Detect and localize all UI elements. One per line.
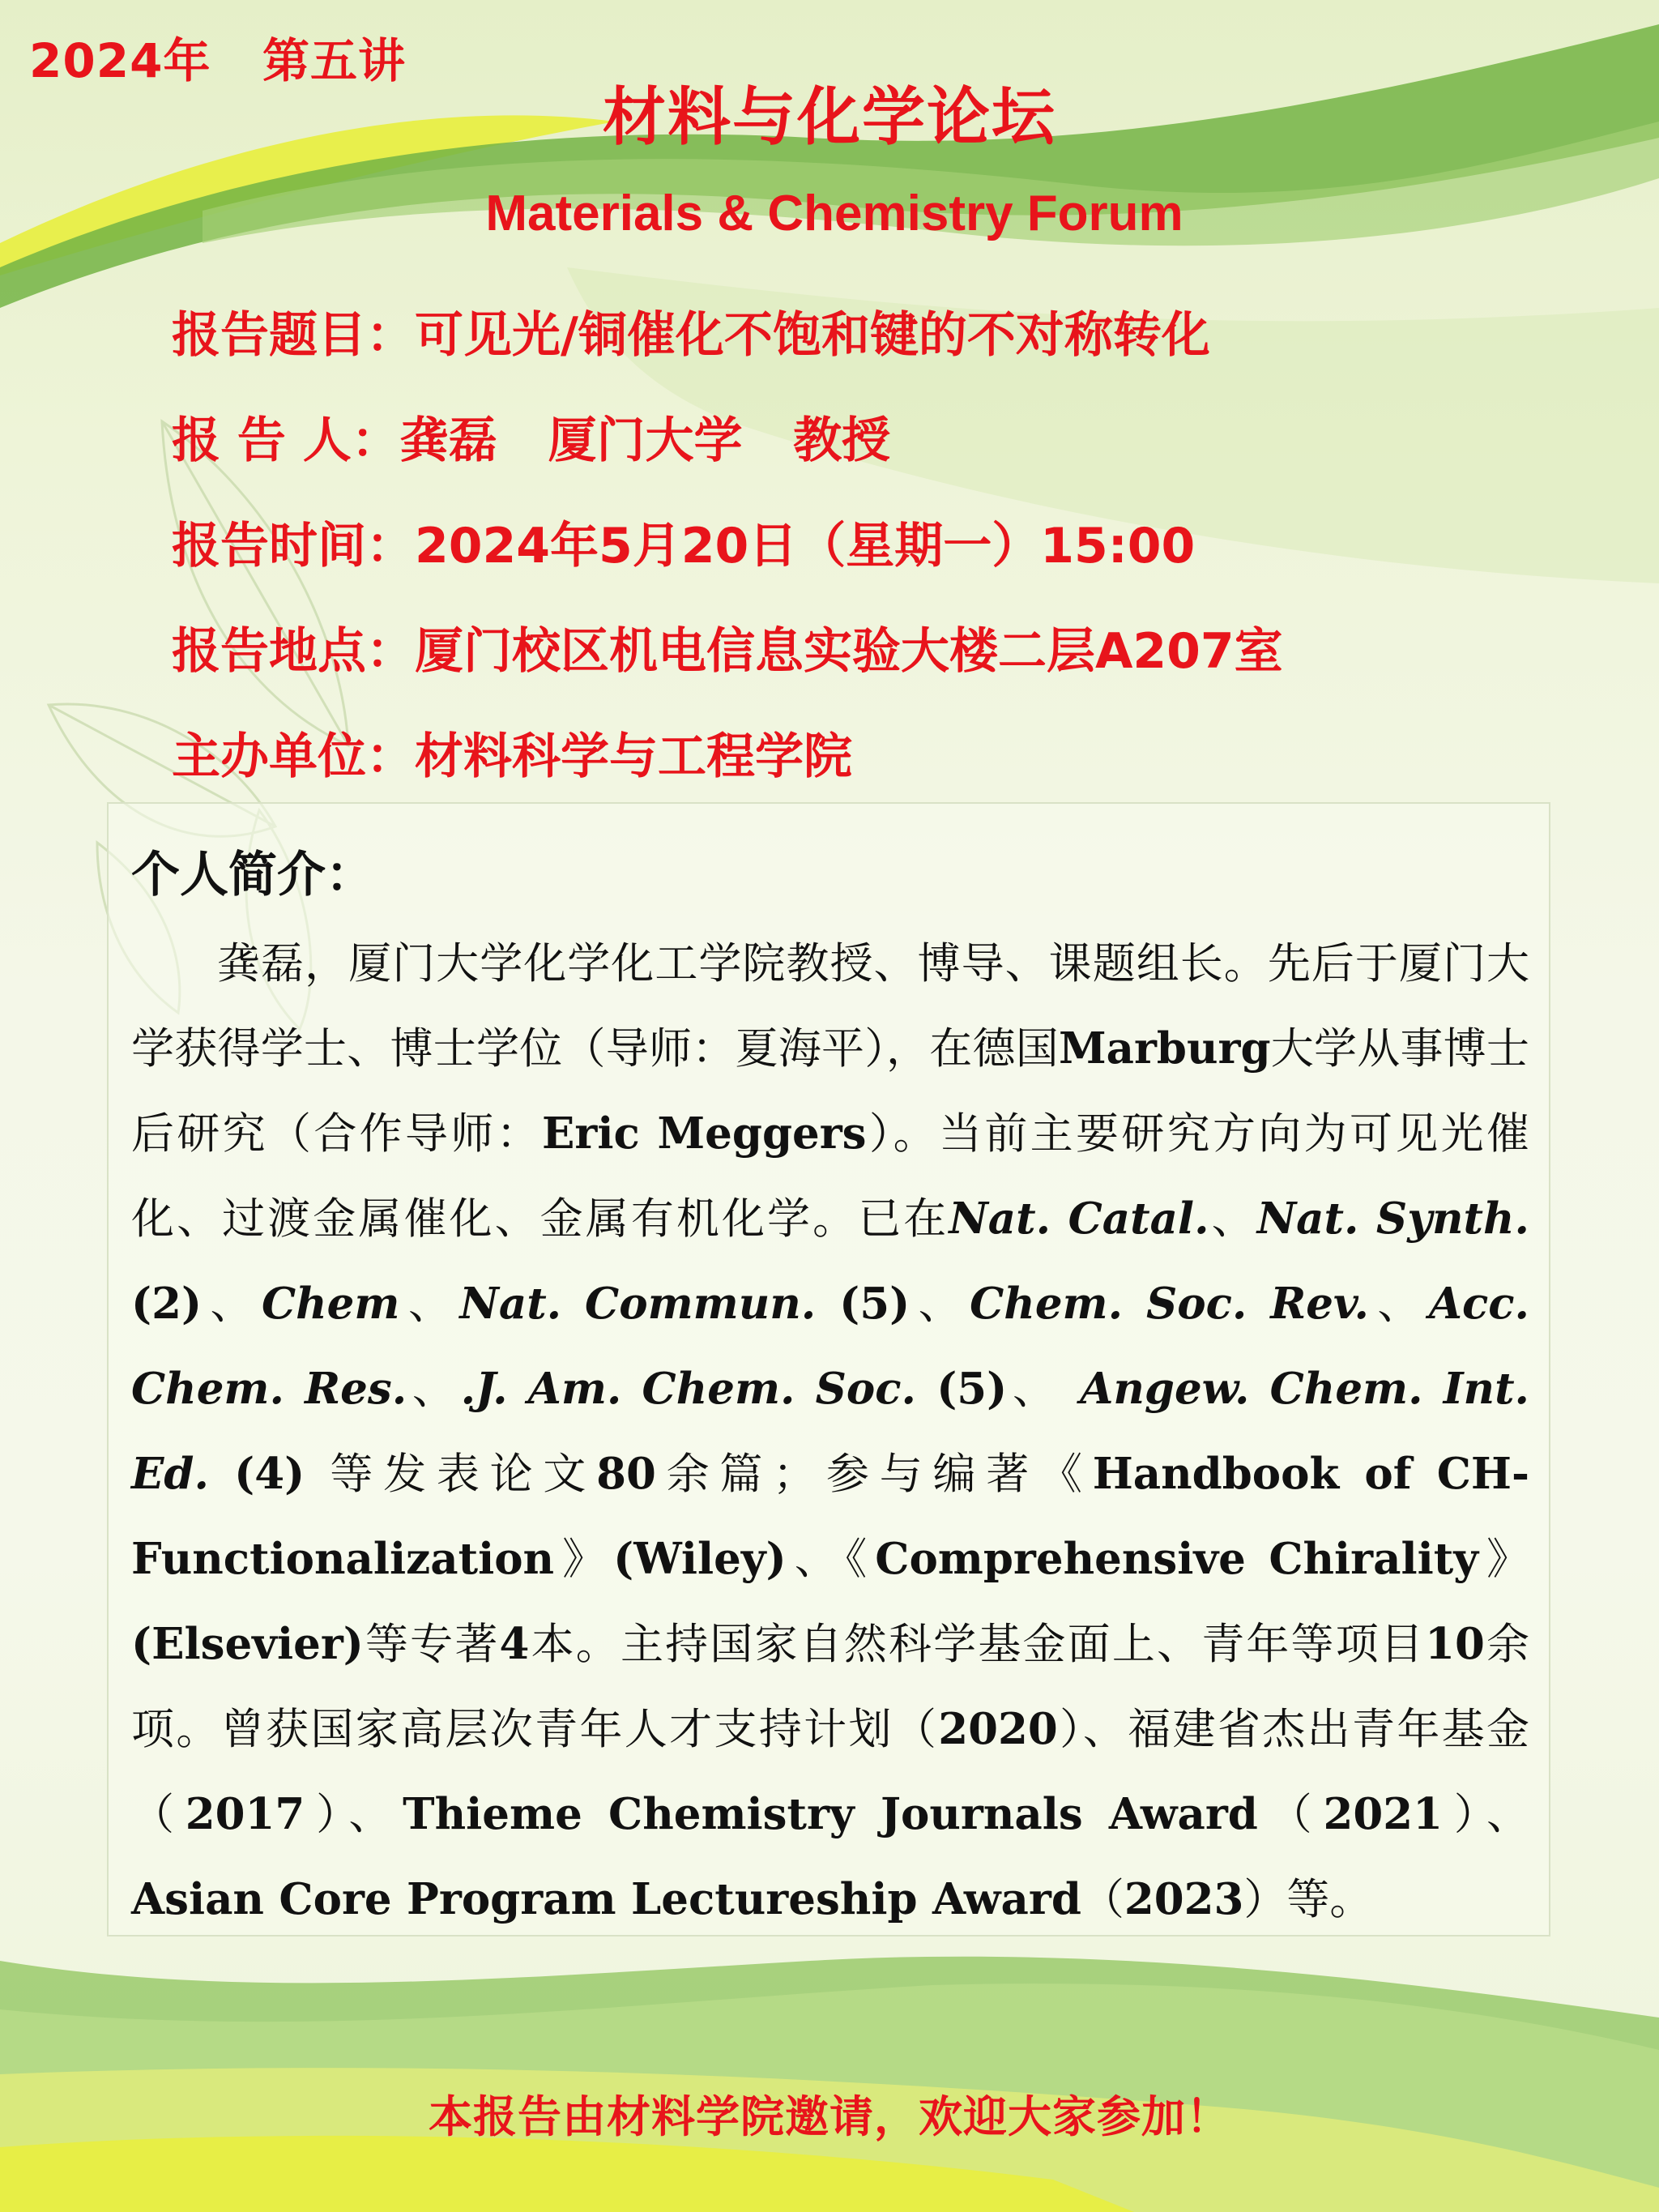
intro-text-segment: Comprehensive Chirality <box>875 1534 1478 1584</box>
info-label: 报告题目： <box>172 307 415 364</box>
intro-text-segment: Asian Core Program Lectureship Award <box>131 1874 1081 1924</box>
intro-text-segment: Marburg <box>1059 1023 1271 1074</box>
info-value: 龚磊 厦门大学 教授 <box>399 412 891 469</box>
intro-text-segment: Nat. Catal. <box>949 1194 1209 1244</box>
intro-text-segment: (Wiley) <box>613 1534 787 1584</box>
intro-text-segment: 2021 <box>1323 1789 1443 1839</box>
intro-text-segment: Eric Meggers <box>542 1108 867 1159</box>
intro-text-segment: 、 <box>399 1279 460 1329</box>
intro-text-segment: 、 <box>910 1279 970 1329</box>
intro-text-segment: Nat. Synth. <box>1256 1194 1530 1244</box>
intro-text-segment: 等专著 <box>363 1620 500 1669</box>
intro-text-segment: 2023 <box>1124 1874 1244 1924</box>
intro-text-segment: 、 <box>1007 1364 1081 1414</box>
intro-text-segment: （ <box>1081 1875 1124 1924</box>
intro-text-segment: .J. Am. Chem. Soc. <box>460 1364 917 1414</box>
info-row-speaker <box>172 402 890 472</box>
intro-text-segment: 、《 <box>786 1535 876 1584</box>
intro-text-segment: Nat. Commun. <box>459 1279 817 1329</box>
intro-text-segment: 余篇；参与编著《 <box>655 1450 1093 1499</box>
intro-text-segment: 2020 <box>938 1704 1058 1754</box>
intro-text-segment: 、 <box>1209 1194 1257 1244</box>
footer-invitation: 本报告由材料学院邀请，欢迎大家参加！ <box>429 2091 1230 2142</box>
info-value: 厦门校区机电信息实验大楼二层A207室 <box>415 623 1283 680</box>
intro-text-segment: Acc. Chem. Res. <box>131 1279 1529 1414</box>
intro-text-segment: 等发表论文 <box>330 1450 597 1499</box>
intro-text-segment: (Elsevier) <box>131 1619 364 1669</box>
info-label: 报告时间： <box>172 518 415 574</box>
intro-text-segment: ）。当前主要研究方向为可见光催化、过渡金属催化、金属有机化学。已在 <box>131 1109 1529 1244</box>
intro-text-segment: 》 <box>554 1535 614 1584</box>
forum-title-cn: 材料与化学论坛 <box>602 81 1056 154</box>
intro-text-segment: Thieme Chemistry Journals Award <box>403 1789 1258 1839</box>
intro-body <box>131 922 1529 1942</box>
intro-text-segment: 大学从事博士后研究（合作导师： <box>131 1024 1530 1159</box>
intro-text-segment: 龚磊，厦门大学化学化工学院教授、博导、课题组长。先后于厦门大学获得学士、博士学位（导师：夏海平），在德国 <box>131 939 1529 1074</box>
intro-text-segment: 》 <box>1478 1535 1530 1584</box>
intro-text-segment: (5) <box>816 1279 911 1329</box>
info-label: 主办单位： <box>172 728 415 785</box>
info-label: 报告地点： <box>172 623 415 680</box>
intro-text-segment: Chem <box>261 1279 400 1329</box>
intro-text-segment: 4 <box>499 1619 530 1669</box>
intro-text-segment: 本。主持国家自然科学基金面上、青年等项目 <box>529 1620 1426 1669</box>
intro-text-segment: 、 <box>407 1364 461 1414</box>
intro-text-segment: ）、 <box>305 1790 403 1839</box>
series-label: 2024年 第五讲 <box>29 33 407 88</box>
intro-text-segment: （ <box>1257 1790 1324 1839</box>
intro-text-segment: ）等。 <box>1243 1875 1373 1924</box>
info-row-time <box>172 507 1195 577</box>
intro-text-segment: ）、 <box>1442 1790 1530 1839</box>
info-value: 可见光/铜催化不饱和键的不对称转化 <box>415 307 1210 364</box>
intro-text-segment: 10 <box>1425 1619 1485 1669</box>
info-label: 报 告 人： <box>172 412 400 469</box>
info-value: 材料科学与工程学院 <box>415 728 852 785</box>
intro-text-segment: 80 <box>596 1449 656 1499</box>
intro-text-segment: Angew. Chem. Int. Ed. <box>131 1364 1530 1499</box>
info-row-organizer <box>172 718 852 788</box>
info-row-venue <box>172 613 1283 682</box>
info-value: 2024年5月20日（星期一）15:00 <box>415 518 1196 574</box>
intro-text-segment: Chem. Soc. Rev. <box>970 1279 1369 1329</box>
intro-text-segment: 2017 <box>185 1789 305 1839</box>
intro-text-segment: Handbook of CH-Functionalization <box>131 1449 1530 1584</box>
intro-text-segment: (5) <box>916 1364 1008 1414</box>
intro-text-segment: (4) <box>208 1449 331 1499</box>
intro-text-segment: ）、福建省杰出青年基金（ <box>131 1705 1530 1839</box>
forum-title-en: Materials & Chemistry Forum <box>485 186 1183 241</box>
info-row-topic <box>172 297 1210 366</box>
intro-text-segment: 余项。曾获国家高层次青年人才支持计划（ <box>131 1620 1530 1754</box>
intro-heading: 个人简介： <box>131 847 374 903</box>
intro-text-segment: 、 <box>202 1279 262 1329</box>
intro-text-segment: 、 <box>1368 1279 1429 1329</box>
intro-text-segment: (2) <box>131 1279 203 1329</box>
